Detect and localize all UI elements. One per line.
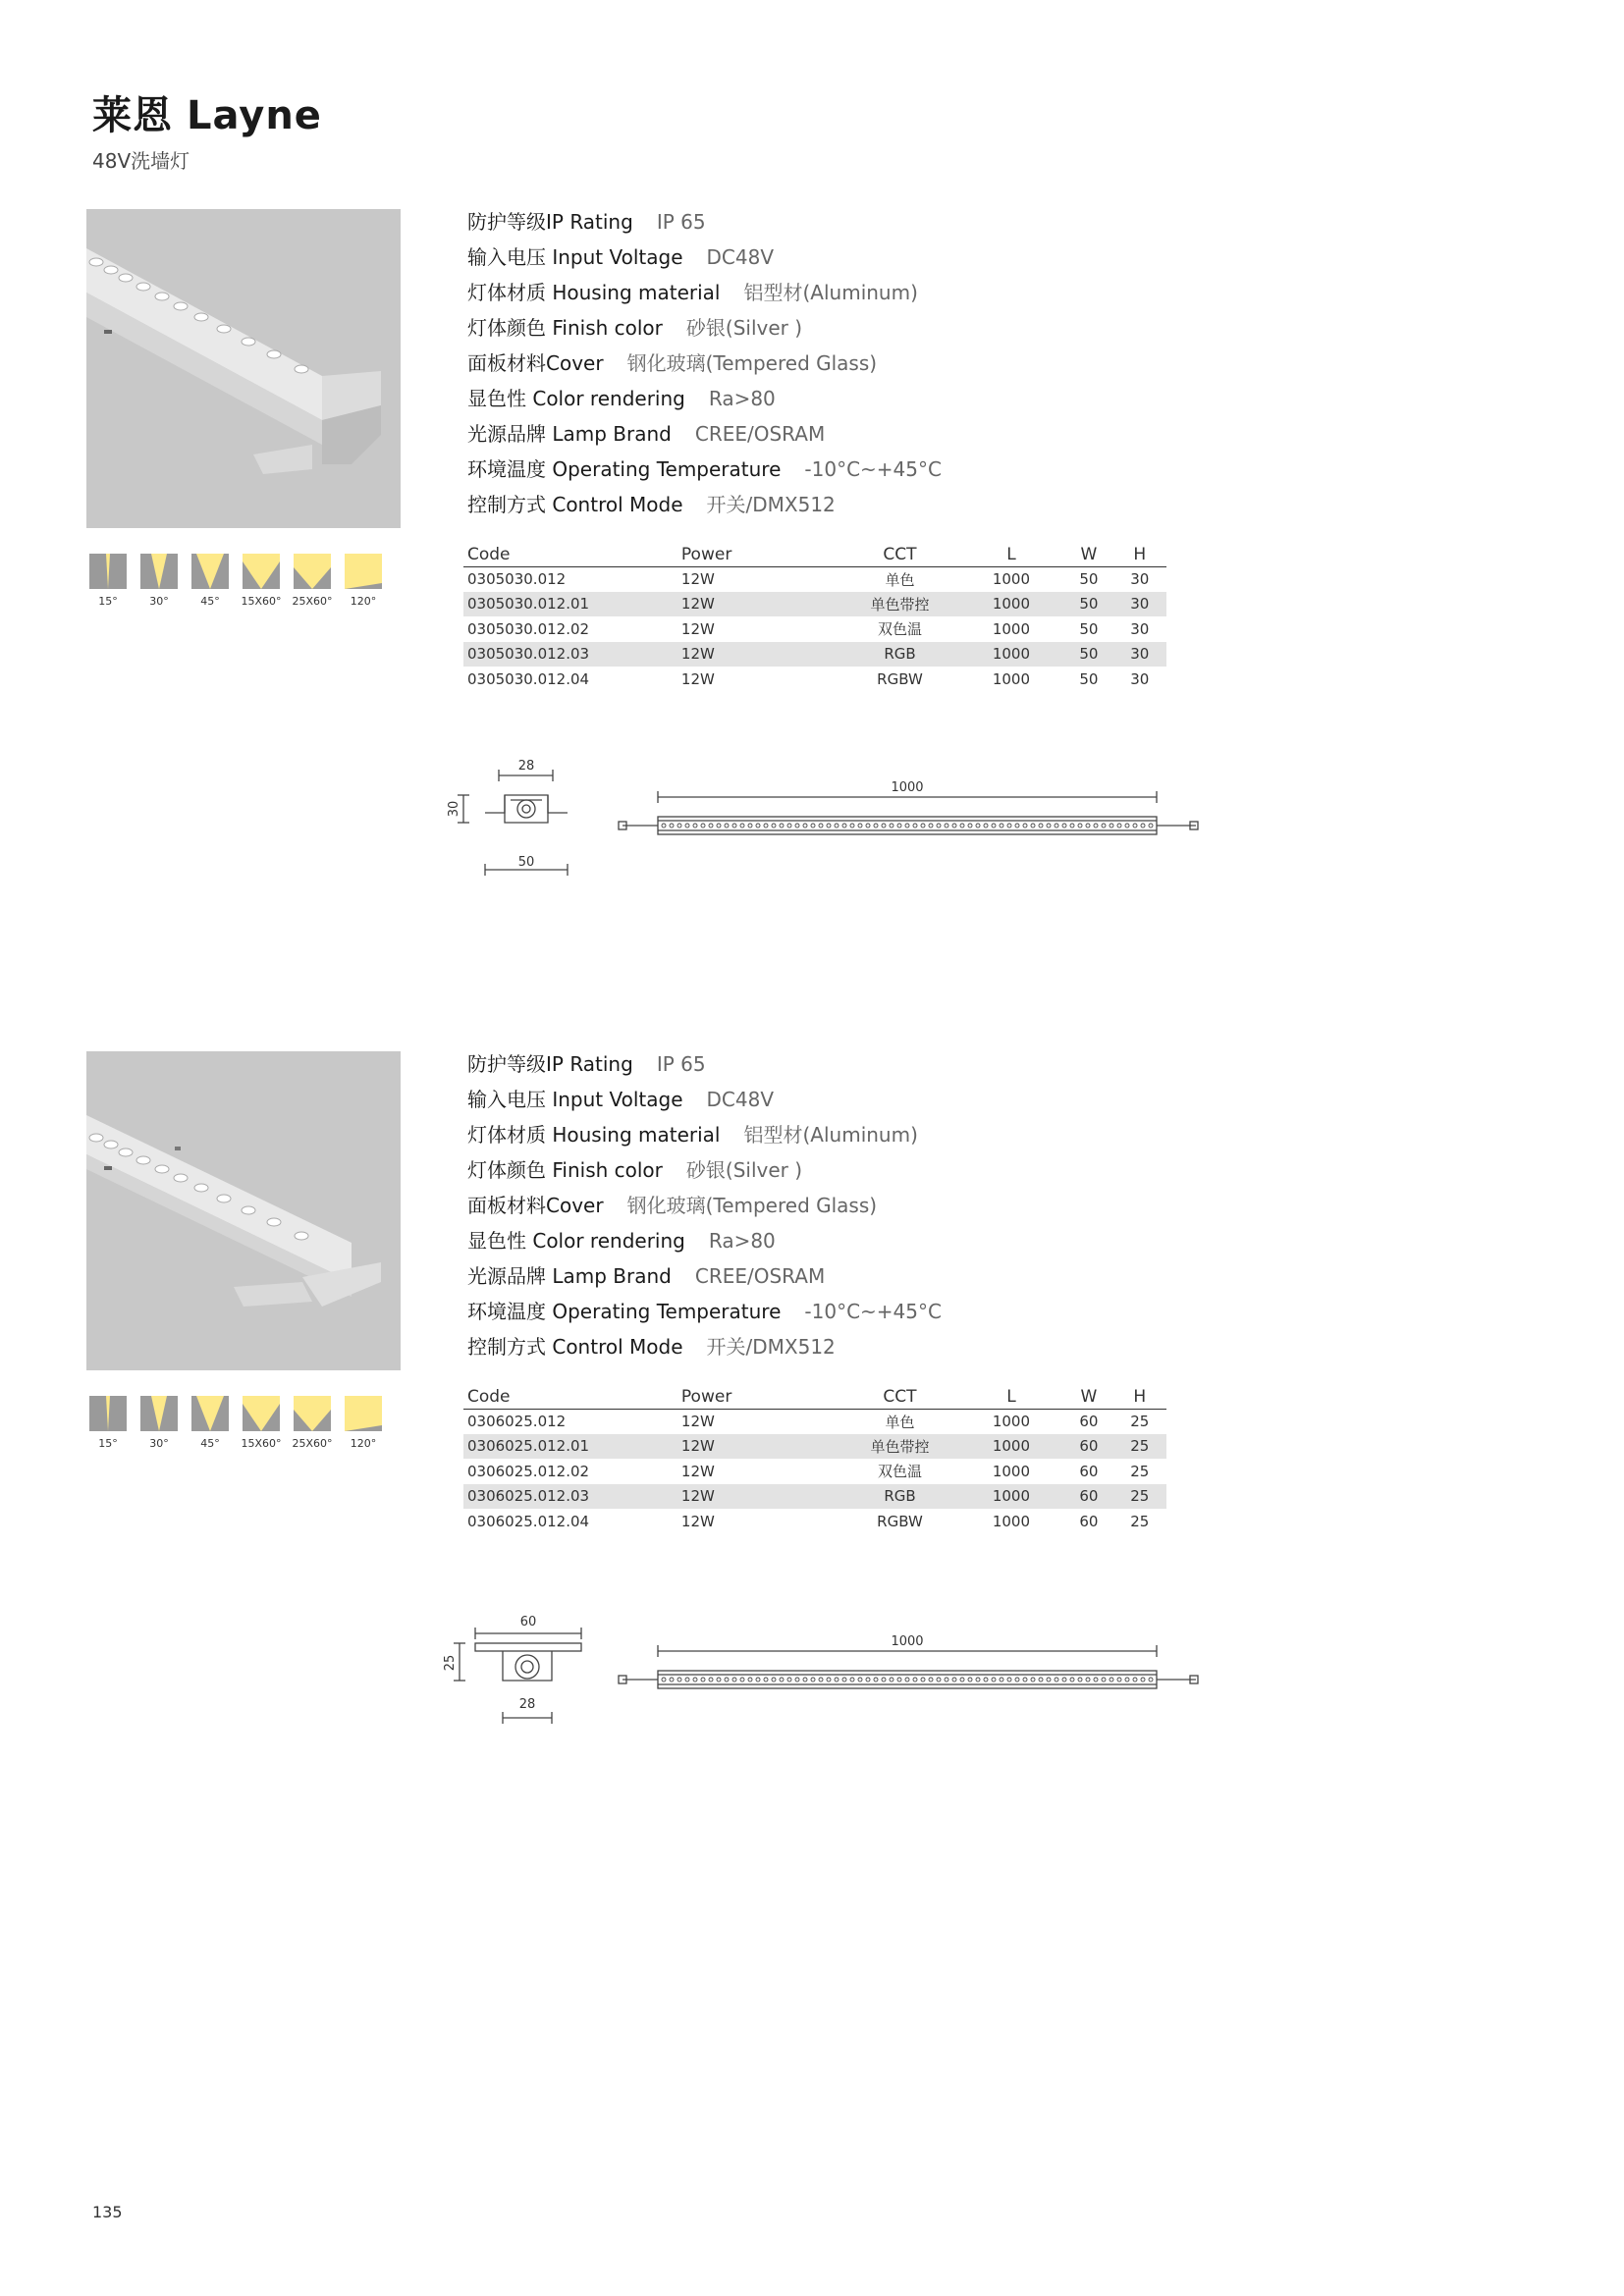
dim-top-1: 28	[517, 759, 535, 774]
product-photo-2	[86, 1051, 401, 1370]
beam-120-icon: 120°	[342, 1396, 385, 1450]
beam-15-icon: 15°	[86, 554, 130, 608]
page-subtitle: 48V洗墙灯	[92, 149, 190, 173]
col-w: W	[1064, 543, 1112, 566]
table-row: 0305030.012.02 12W 双色温 1000 50 30	[467, 619, 1150, 639]
col-code: Code	[463, 543, 677, 566]
spec-finish-color: 灯体颜色 Finish color 砂银(Silver )	[467, 1158, 803, 1182]
col-h: H	[1113, 1385, 1166, 1409]
spec-color-rendering: 显色性 Color rendering Ra>80	[467, 387, 776, 410]
table-row: 0306025.012.01 12W 单色带控 1000 60 25	[463, 1434, 1166, 1460]
table-row: 0306025.012 12W 单色 1000 60 25	[467, 1413, 1150, 1431]
beam-angle-icons-1	[86, 554, 385, 608]
product-table-1	[463, 543, 1166, 692]
table-row: 0306025.012.02 12W 双色温 1000 60 25	[467, 1462, 1150, 1481]
spec-control-mode: 控制方式 Control Mode 开关/DMX512	[467, 1335, 836, 1359]
spec-lamp-brand: 光源品牌 Lamp Brand CREE/OSRAM	[467, 422, 826, 446]
beam-15-icon: 15°	[86, 1396, 130, 1450]
table-row: 0305030.012.01 12W 单色带控 1000 50 30	[463, 592, 1166, 617]
dim-top-2: 60	[519, 1615, 537, 1629]
dim-length-2: 1000	[891, 1634, 924, 1649]
dim-side-1: 30	[447, 800, 461, 818]
beam-120-icon: 120°	[342, 554, 385, 608]
spec-finish-color: 灯体颜色 Finish color 砂银(Silver )	[467, 316, 803, 340]
col-cct: CCT	[841, 543, 957, 566]
dim-side-2: 25	[443, 1654, 458, 1672]
title-english: Layne	[187, 93, 322, 138]
beam-45-icon: 45°	[189, 1396, 232, 1450]
col-power: Power	[677, 543, 841, 566]
page-title	[92, 84, 322, 140]
spec-cover: 面板材料Cover 钢化玻璃(Tempered Glass)	[467, 351, 878, 375]
page-number: 135	[92, 2203, 123, 2221]
spec-ip-rating: 防护等级IP Rating IP 65	[467, 210, 706, 234]
spec-lamp-brand: 光源品牌 Lamp Brand CREE/OSRAM	[467, 1264, 826, 1288]
col-h: H	[1113, 543, 1166, 566]
col-power: Power	[677, 1385, 841, 1409]
spec-color-rendering: 显色性 Color rendering Ra>80	[467, 1229, 776, 1253]
spec-list-1	[467, 204, 942, 522]
beam-30-icon: 30°	[137, 1396, 181, 1450]
table-row: 0305030.012.04 12W RGBW 1000 50 30	[467, 669, 1150, 688]
dim-length-1: 1000	[891, 780, 924, 795]
spec-ip-rating: 防护等级IP Rating IP 65	[467, 1052, 706, 1076]
spec-cover: 面板材料Cover 钢化玻璃(Tempered Glass)	[467, 1194, 878, 1217]
spec-input-voltage: 输入电压 Input Voltage DC48V	[467, 1088, 775, 1111]
spec-list-2	[467, 1046, 942, 1364]
col-w: W	[1064, 1385, 1112, 1409]
beam-45-icon: 45°	[189, 554, 232, 608]
table-row: 0305030.012.03 12W RGB 1000 50 30	[463, 642, 1166, 667]
spec-control-mode: 控制方式 Control Mode 开关/DMX512	[467, 493, 836, 516]
dimension-drawing-2	[442, 1610, 1208, 1742]
spec-input-voltage: 输入电压 Input Voltage DC48V	[467, 245, 775, 269]
col-l: L	[958, 543, 1064, 566]
dimension-drawing-1	[442, 756, 1208, 888]
table-row: 0306025.012.03 12W RGB 1000 60 25	[463, 1484, 1166, 1510]
dim-bottom-2: 28	[518, 1697, 536, 1712]
spec-operating-temperature: 环境温度 Operating Temperature -10°C~+45°C	[467, 457, 942, 481]
table-row: 0306025.012.04 12W RGBW 1000 60 25	[467, 1512, 1150, 1530]
title-chinese: 莱恩	[92, 93, 173, 138]
col-code: Code	[463, 1385, 677, 1409]
col-cct: CCT	[841, 1385, 957, 1409]
beam-15x60-icon: 15X60°	[240, 554, 283, 608]
beam-25x60-icon: 25X60°	[291, 554, 334, 608]
beam-15x60-icon: 15X60°	[240, 1396, 283, 1450]
beam-25x60-icon: 25X60°	[291, 1396, 334, 1450]
product-table-2	[463, 1385, 1166, 1534]
spec-housing-material: 灯体材质 Housing material 铝型材(Aluminum)	[467, 1123, 918, 1147]
dim-bottom-1: 50	[517, 855, 535, 870]
spec-housing-material: 灯体材质 Housing material 铝型材(Aluminum)	[467, 281, 918, 304]
beam-30-icon: 30°	[137, 554, 181, 608]
beam-angle-icons-2	[86, 1396, 385, 1450]
product-photo-1	[86, 209, 401, 528]
spec-operating-temperature: 环境温度 Operating Temperature -10°C~+45°C	[467, 1300, 942, 1323]
table-row: 0305030.012 12W 单色 1000 50 30	[467, 570, 1150, 589]
col-l: L	[958, 1385, 1064, 1409]
